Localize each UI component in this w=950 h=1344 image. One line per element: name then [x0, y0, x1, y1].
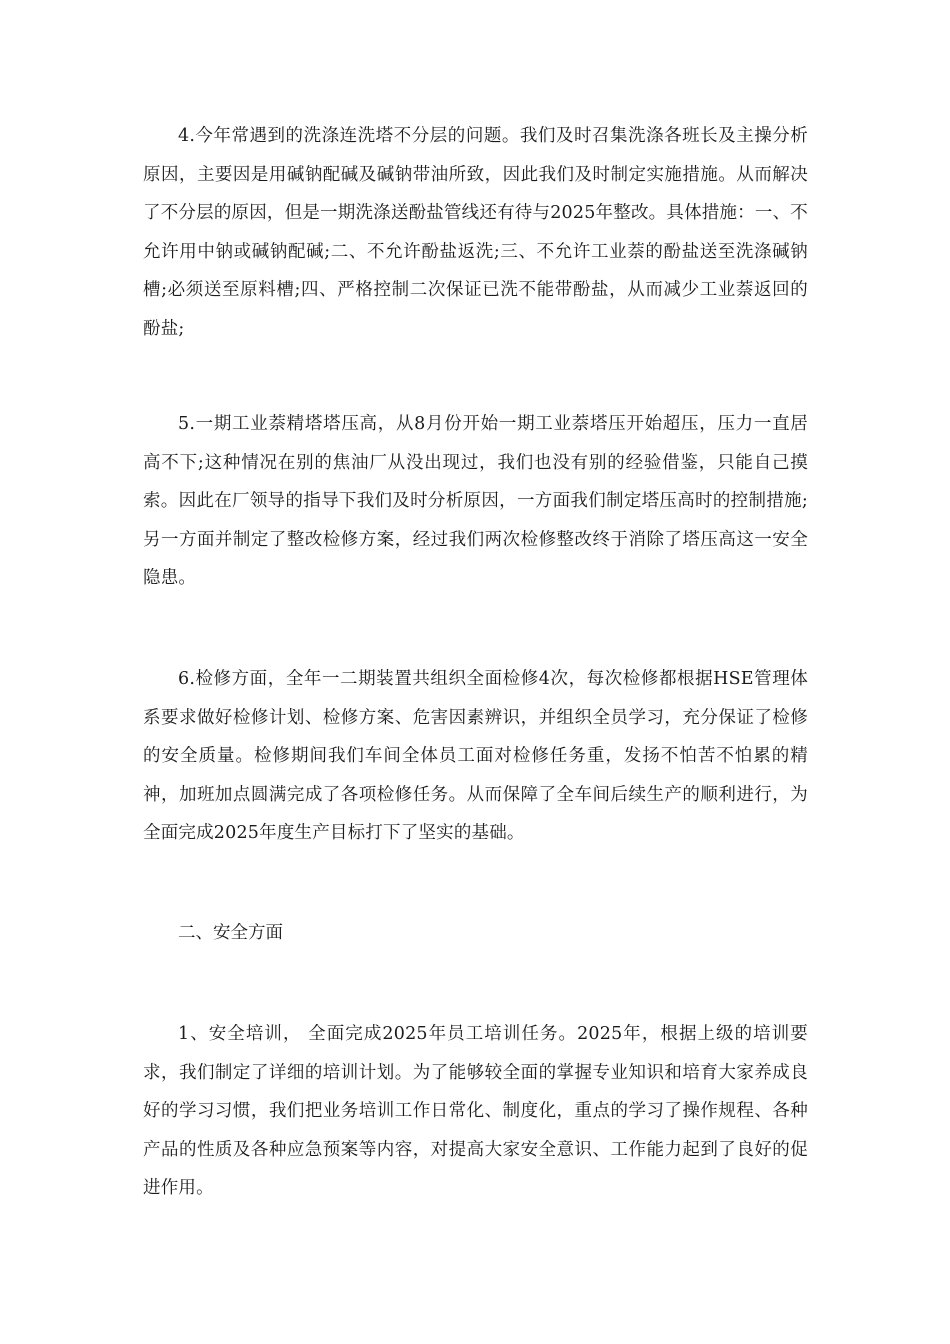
paragraph-item-5: 5.一期工业萘精塔塔压高，从8月份开始一期工业萘塔压开始超压，压力一直居高不下;这种情况在别的焦油厂从没出现过，我们也没有别的经验借鉴，只能自己摸索。因此在厂领导的指导下我们及时分析原因，一方面我们制定塔压高时的控制措施;另一方面并制定了整改检修方案，经过我们两次检修整改终于消除了塔压高这一安全隐患。	[143, 414, 808, 589]
section-heading-safety: 二、安全方面	[178, 923, 283, 943]
paragraph-safety-training: 1、安全培训， 全面完成2025年员工培训任务。2025年，根据上级的培训要求，我们制定了详细的培训计划。为了能够较全面的掌握专业知识和培育大家养成良好的学习习惯，我们把业务培训工作日常化、制度化，重点的学习了操作规程、各种产品的性质及各种应急预案等内容，对提高大家安全意识、工作能力起到了良好的促进作用。	[143, 1024, 808, 1199]
paragraph-item-4: 4.今年常遇到的洗涤连洗塔不分层的问题。我们及时召集洗涤各班长及主操分析原因，主要因是用碱钠配碱及碱钠带油所致，因此我们及时制定实施措施。从而解决了不分层的原因，但是一期洗涤送酚盐管线还有待与2025年整改。具体措施：一、不允许用中钠或碱钠配碱;二、不允许酚盐返洗;三、不允许工业萘的酚盐送至洗涤碱钠槽;必须送至原料槽;四、严格控制二次保证已洗不能带酚盐，从而减少工业萘返回的酚盐;	[143, 126, 808, 339]
paragraph-item-6: 6.检修方面，全年一二期装置共组织全面检修4次，每次检修都根据HSE管理体系要求做好检修计划、检修方案、危害因素辨识，并组织全员学习，充分保证了检修的安全质量。检修期间我们车间全体员工面对检修任务重，发扬不怕苦不怕累的精神，加班加点圆满完成了各项检修任务。从而保障了全车间后续生产的顺利进行，为全面完成2025年度生产目标打下了坚实的基础。	[143, 669, 808, 844]
